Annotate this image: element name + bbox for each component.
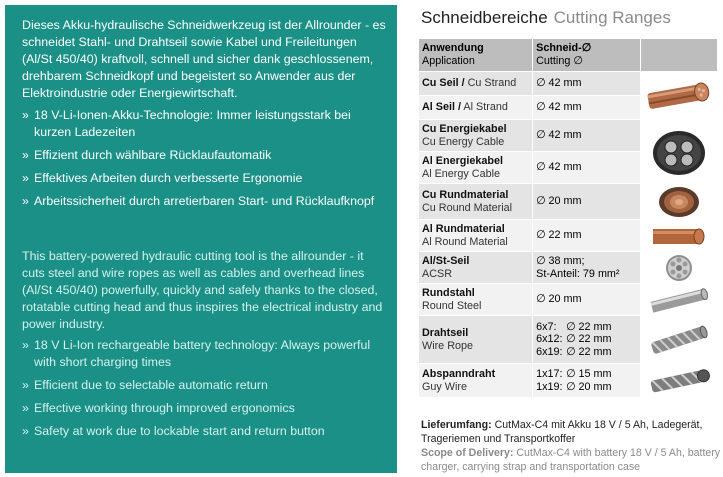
feature-text: 18 V-Li-Ionen-Akku-Technologie: Immer leistungsstark bei kurzen Ladezeiten [34,108,351,139]
feature-item [22,423,389,440]
feature-item [22,377,389,394]
table-row [419,284,718,316]
cu-round-material-icon [641,184,718,220]
heading-de: Schneidbereiche [421,8,548,27]
feature-item [22,337,389,371]
energy-cable-icon [641,120,718,184]
table-row [419,316,718,364]
section-heading [421,8,671,28]
bullet-mark: » [22,401,29,415]
heading-en: Cutting Ranges [553,8,671,27]
diameter-cell: 6x7: ∅ 22 mm 6x12: ∅ 22 mm 6x19: ∅ 22 mm [533,316,641,364]
application-cell: Al/St-Seil ACSR [419,252,533,284]
image-header [641,39,718,72]
feature-text: Arbeitssicherheit durch arretierbaren Start- und Rücklaufknopf [34,194,375,208]
bullet-mark: » [22,108,29,122]
english-feature-list [22,337,389,440]
bullet-mark: » [22,148,29,162]
application-cell: Cu Seil / Cu Strand [419,72,533,96]
diameter-cell: ∅ 20 mm [533,184,641,220]
description-panel [5,5,397,473]
bullet-mark: » [22,378,29,392]
bullet-mark: » [22,424,29,438]
copper-strand-icon [641,72,718,120]
scope-of-delivery [421,418,721,474]
cutting-ranges-table [418,38,718,398]
al-round-material-icon [641,220,718,252]
english-intro: This battery-powered hydraulic cutting tool is the allrounder - it cuts steel and wire ropes as well as cables and overhead lines (Al/St 450/40) powerfully, quickly and safely thanks to the closed, rotatable cutting head and thus inspires the electrical industry and power industry. [22,249,383,331]
german-intro: Dieses Akku-hydraulische Schneidwerkzeug ist der Allrounder - es schneidet Stahl- und Drahtseil sowie Kabel und Freileitungen (Al/St 450/40) kraftvoll, schnell und sicher dank geschlossenem, drehbarem Schneidkopf und begeistert so Anwender aus der Elektroindustrie oder Energiewirtschaft. [22,18,386,100]
diameter-cell: ∅ 42 mm [533,72,641,96]
table-row [419,72,718,96]
diameter-cell: ∅ 22 mm [533,220,641,252]
application-cell: Al Energiekabel Al Energy Cable [419,152,533,184]
table-row [419,220,718,252]
diameter-cell: ∅ 42 mm [533,120,641,152]
feature-text: Effective working through improved ergonomics [34,401,295,415]
table-header-row [419,39,718,72]
application-cell: Rundstahl Round Steel [419,284,533,316]
delivery-de: Lieferumfang: CutMax-C4 mit Akku 18 V / 5 Ah, Ladegerät, Trageriemen und Transportkoffer [421,419,703,445]
table-row [419,120,718,152]
feature-item [22,107,389,141]
feature-text: Effektives Arbeiten durch verbesserte Ergonomie [34,171,303,185]
german-feature-list [22,107,389,210]
diameter-cell: ∅ 20 mm [533,284,641,316]
diameter-cell: ∅ 38 mm; St-Anteil: 79 mm² [533,252,641,284]
application-cell: Al Rundmaterial Al Round Material [419,220,533,252]
feature-item [22,400,389,417]
diameter-header: Schneid-∅ Cutting ∅ [533,39,641,72]
feature-item [22,147,389,164]
feature-item [22,193,389,210]
table-row [419,252,718,284]
guy-wire-icon [641,364,718,398]
diameter-cell: 1x17: ∅ 15 mm 1x19: ∅ 20 mm [533,364,641,398]
application-cell: Cu Rundmaterial Cu Round Material [419,184,533,220]
bullet-mark: » [22,194,29,208]
delivery-en: Scope of Delivery: CutMax-C4 with battery 18 V / 5 Ah, battery charger, carrying strap and transportation case [421,447,721,473]
feature-item [22,170,389,187]
acsr-cable-icon [641,252,718,284]
table-row [419,184,718,220]
wire-rope-icon [641,316,718,364]
diameter-cell: ∅ 42 mm [533,152,641,184]
application-cell: Abspanndraht Guy Wire [419,364,533,398]
application-header: Anwendung Application [419,39,533,72]
feature-text: 18 V Li-Ion rechargeable battery technology: Always powerful with short charging times [34,338,371,369]
bullet-mark: » [22,171,29,185]
feature-text: Efficient due to selectable automatic return [34,378,268,392]
round-steel-icon [641,284,718,316]
application-cell: Cu Energiekabel Cu Energy Cable [419,120,533,152]
english-block [22,248,389,440]
feature-text: Effizient durch wählbare Rücklaufautomatik [34,148,272,162]
bullet-mark: » [22,338,29,352]
table-row [419,364,718,398]
application-cell: Al Seil / Al Strand [419,96,533,120]
application-cell: Drahtseil Wire Rope [419,316,533,364]
feature-text: Safety at work due to lockable start and return button [34,424,325,438]
diameter-cell: ∅ 42 mm [533,96,641,120]
